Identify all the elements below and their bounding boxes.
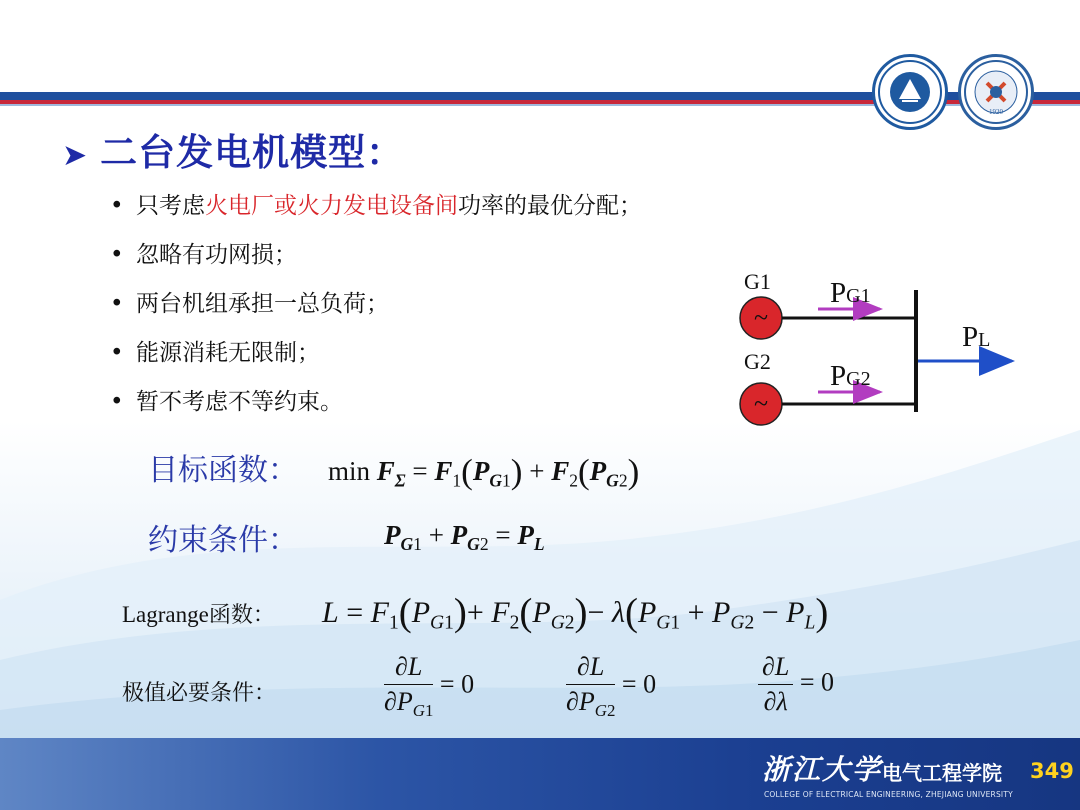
extremum-label: 极值必要条件： [122,681,277,706]
condition-3: $\frac{\partial L}{\partial\lambda}$ = 0 [758,652,834,717]
bullet-text: 暂不考虑不等约束。 [136,389,343,415]
constraint-label: 约束条件： [148,523,298,558]
g2-tilde-icon: ~ [753,389,769,418]
footer-department: 电气工程学院 [882,761,1002,785]
title-arrow-icon: ➤ [62,138,89,173]
lagrange-label [122,598,275,629]
g2-label: G2 [744,349,771,374]
footer-english-name: COLLEGE OF ELECTRICAL ENGINEERING, ZHEJIANG UNIVERSITY [764,790,1013,799]
lagrange-formula: $L = F_1(P_{G1})+ F_2(P_{G2})- \lambda(P_{G1} + P_{G2} - P_L)$ [322,591,829,634]
bullet-dot: • [110,242,124,268]
bullet-text: 只考虑 [136,193,205,219]
pg1-label: PG1 [830,277,871,309]
condition-1: $\frac{\partial L}{\partial P_{G1}}$ = 0 [384,652,475,720]
constraint-formula: $P_{G1} + P_{G2} = P_L$ [384,520,545,555]
title-text: 二台发电机模型： [100,131,405,174]
bullet-highlight: 火电厂或火力发电设备间 [205,193,458,219]
condition-2: $\frac{\partial L}{\partial P_{G2}}$ = 0 [566,652,657,720]
page-number: 349 [1030,759,1074,783]
bullet-dot: • [110,193,124,219]
g1-label: G1 [744,269,771,294]
footer-university-calligraphy: 浙江大学 [762,753,883,786]
bullet-text: 忽略有功网损； [136,242,297,268]
bullet-text: 能源消耗无限制； [136,340,320,366]
college-emblem-year: 1920 [989,108,1003,116]
objective-formula: $\min F_\Sigma = F_1(P_{G1}) + F_2(P_{G2})$ [328,452,640,491]
lagrange-label-suffix: 函数： [208,603,275,628]
bullet-dot: • [110,389,124,415]
pg2-label: PG2 [830,360,871,392]
objective-label: 目标函数： [148,453,298,488]
pl-label: PL [962,321,991,353]
bullet-dot: • [110,291,124,317]
bullet-dot: • [110,340,124,366]
g1-tilde-icon: ~ [753,303,769,332]
lagrange-label-prefix: Lagrange [122,602,209,627]
bullet-text: 功率的最优分配； [458,193,642,219]
bullet-text: 两台机组承担一总负荷； [136,291,389,317]
